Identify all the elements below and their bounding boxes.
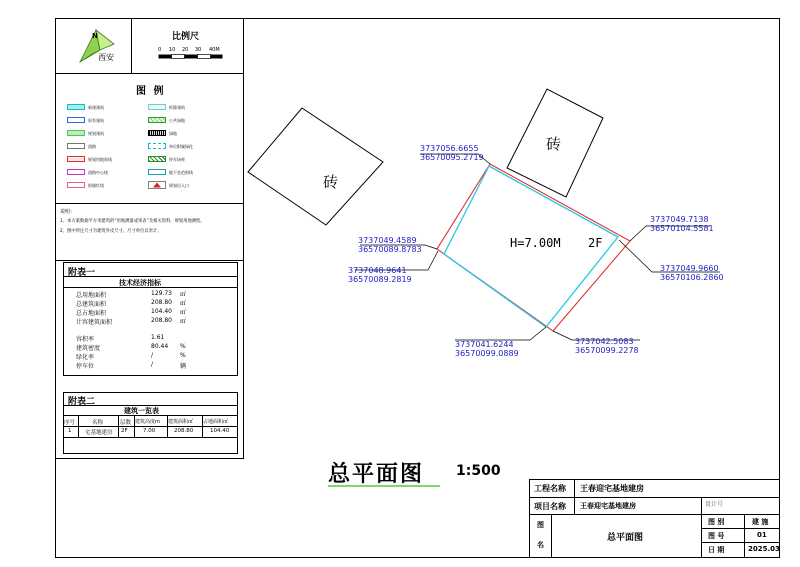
coord-label: 3737041.6244 36570099.0889 <box>455 340 519 358</box>
legend-label: 原有建筑 <box>88 118 104 123</box>
coord-label: 3737049.9660 36570106.2860 <box>660 264 724 282</box>
table2-title: 附表二 <box>68 397 96 407</box>
tb-project-value: 王春迎宅基地建房 <box>580 484 644 493</box>
table1-unit: ㎡ <box>180 291 187 298</box>
scale-tick-label: 40M <box>209 47 220 53</box>
north-letter: N <box>92 32 98 40</box>
tb-line <box>701 542 780 543</box>
table1-name: 容积率 <box>76 336 95 343</box>
drawing-title: 总平面图 <box>328 462 425 487</box>
tb-item-value: 王春迎宅基地建房 <box>580 502 636 510</box>
legend-label: 规划用地界线 <box>88 157 112 162</box>
scale-tick-label: 30 <box>195 47 202 53</box>
building-left-outline <box>248 108 383 225</box>
north-city: 西安 <box>98 53 114 62</box>
coord-label: 3737056.6655 36570095.2719 <box>420 144 484 162</box>
legend-note: 2、图中所注尺寸为建筑外皮尺寸，尺寸单位以米计。 <box>60 229 162 234</box>
table2-cell: 1 <box>68 428 72 434</box>
drawing-title-underline <box>328 485 440 487</box>
legend-label: 道路 <box>88 144 96 149</box>
scale-tick-label: 10 <box>169 47 176 53</box>
tb-category-value: 建 施 <box>752 518 769 526</box>
table1-name: 停车位 <box>76 363 95 370</box>
building-right-label: 砖 <box>546 135 562 153</box>
legend-label: 道路中心线 <box>88 170 108 175</box>
tb-category-label: 图 别 <box>708 518 725 526</box>
table2-subtitle: 建筑一览表 <box>124 407 159 415</box>
table2-cell: 104.40 <box>210 428 230 434</box>
table2-header: 建筑高度m <box>135 419 160 425</box>
title-block <box>529 479 780 558</box>
table1-value: / <box>151 361 154 368</box>
tb-line <box>551 514 552 558</box>
legend-label: 规划建筑 <box>88 131 104 136</box>
tb-line <box>701 497 702 558</box>
coord-label: 3737049.4589 36570089.8783 <box>358 236 422 254</box>
building-floors-label: 2F <box>588 236 603 250</box>
scale-title: 比例尺 <box>172 32 200 42</box>
table1-unit: ㎡ <box>180 300 187 307</box>
table1-name: 总用地面积 <box>76 292 107 299</box>
table1-name: 总建筑面积 <box>76 301 107 308</box>
table1-name: 绿化率 <box>76 354 95 361</box>
tb-line <box>701 528 780 529</box>
drawing-scale: 1:500 <box>456 463 501 479</box>
tb-number-value: 01 <box>757 531 767 539</box>
table1-value: 208.80 <box>151 299 172 306</box>
legend-label: 停车场库 <box>169 157 185 162</box>
legend-note: 1、本方案数据平方米建筑的“用地测量成果表”及相关资料，规划用地测绘。 <box>60 219 205 224</box>
table2-header: 序号 <box>64 420 76 426</box>
tb-date-value: 2025.03 <box>748 545 780 553</box>
tb-design-label: 设计号 <box>705 501 724 508</box>
legend-label: 拆除建筑 <box>169 105 185 110</box>
coord-label: 3737049.7138 36570104.5581 <box>650 215 714 233</box>
tb-date-label: 日 期 <box>708 546 725 554</box>
tb-line <box>744 514 745 558</box>
table1-subtitle: 技术经济指标 <box>119 279 161 287</box>
table1-value: 208.80 <box>151 317 172 324</box>
table1-unit: ㎡ <box>180 309 187 316</box>
table2-cell: 7.00 <box>143 428 156 434</box>
legend-label: 公共绿地 <box>169 118 185 123</box>
building-height-label: H=7.00M <box>510 236 561 250</box>
legend-label: 规划出入口 <box>169 183 189 188</box>
tb-line <box>529 514 780 515</box>
tb-item-label: 项目名称 <box>534 502 566 511</box>
table1-name: 建筑密度 <box>76 345 101 352</box>
table1-unit: ㎡ <box>180 318 187 325</box>
table2-header: 名称 <box>92 420 104 426</box>
scale-tick-label: 20 <box>182 47 189 53</box>
legend-label: 新建建筑 <box>88 105 104 110</box>
table2-cell: 2F <box>121 428 128 434</box>
legend-title: 图 例 <box>136 86 166 97</box>
tb-sheet-label-b: 名 <box>537 541 544 549</box>
table1-value: 129.73 <box>151 290 172 297</box>
legend-label: 围墙红线 <box>88 183 104 188</box>
table2-cell: 208.80 <box>174 428 194 434</box>
legend-notes-title: 说明： <box>60 209 76 215</box>
table1-value: / <box>151 352 154 359</box>
tb-project-label: 工程名称 <box>534 484 566 493</box>
table1-value: 80.44 <box>151 343 169 350</box>
table1-unit: % <box>180 343 186 350</box>
table1-unit: 辆 <box>180 363 187 370</box>
table1-value: 1.61 <box>151 334 165 341</box>
legend-label: 单位附属绿化 <box>169 144 193 149</box>
tb-number-label: 图 号 <box>708 532 725 540</box>
table2-header: 占地面积㎡ <box>203 419 229 425</box>
building-left-label: 砖 <box>323 173 339 191</box>
table1-unit: % <box>180 352 186 359</box>
legend-label: 地下室范围线 <box>169 170 193 175</box>
tb-line <box>574 479 575 514</box>
tb-sheet-label-a: 图 <box>537 521 544 529</box>
table1-value: 104.40 <box>151 308 172 315</box>
coord-label: 3737042.5083 36570099.2278 <box>575 337 639 355</box>
table1-title: 附表一 <box>68 268 96 278</box>
table1-name: 计容建筑面积 <box>76 319 113 326</box>
coord-label: 3737048.9641 36570089.2819 <box>348 266 412 284</box>
scale-tick-label: 0 <box>158 47 162 53</box>
table2-cell: 宅基地建房 <box>85 430 113 436</box>
table2-header: 建筑面积㎡ <box>168 419 194 425</box>
tb-line <box>529 497 780 498</box>
table1-name: 总占地面积 <box>76 310 107 317</box>
legend-label: 绿地 <box>169 131 177 136</box>
table2-header: 层数 <box>120 420 132 426</box>
tb-sheet-name: 总平面图 <box>607 533 644 543</box>
